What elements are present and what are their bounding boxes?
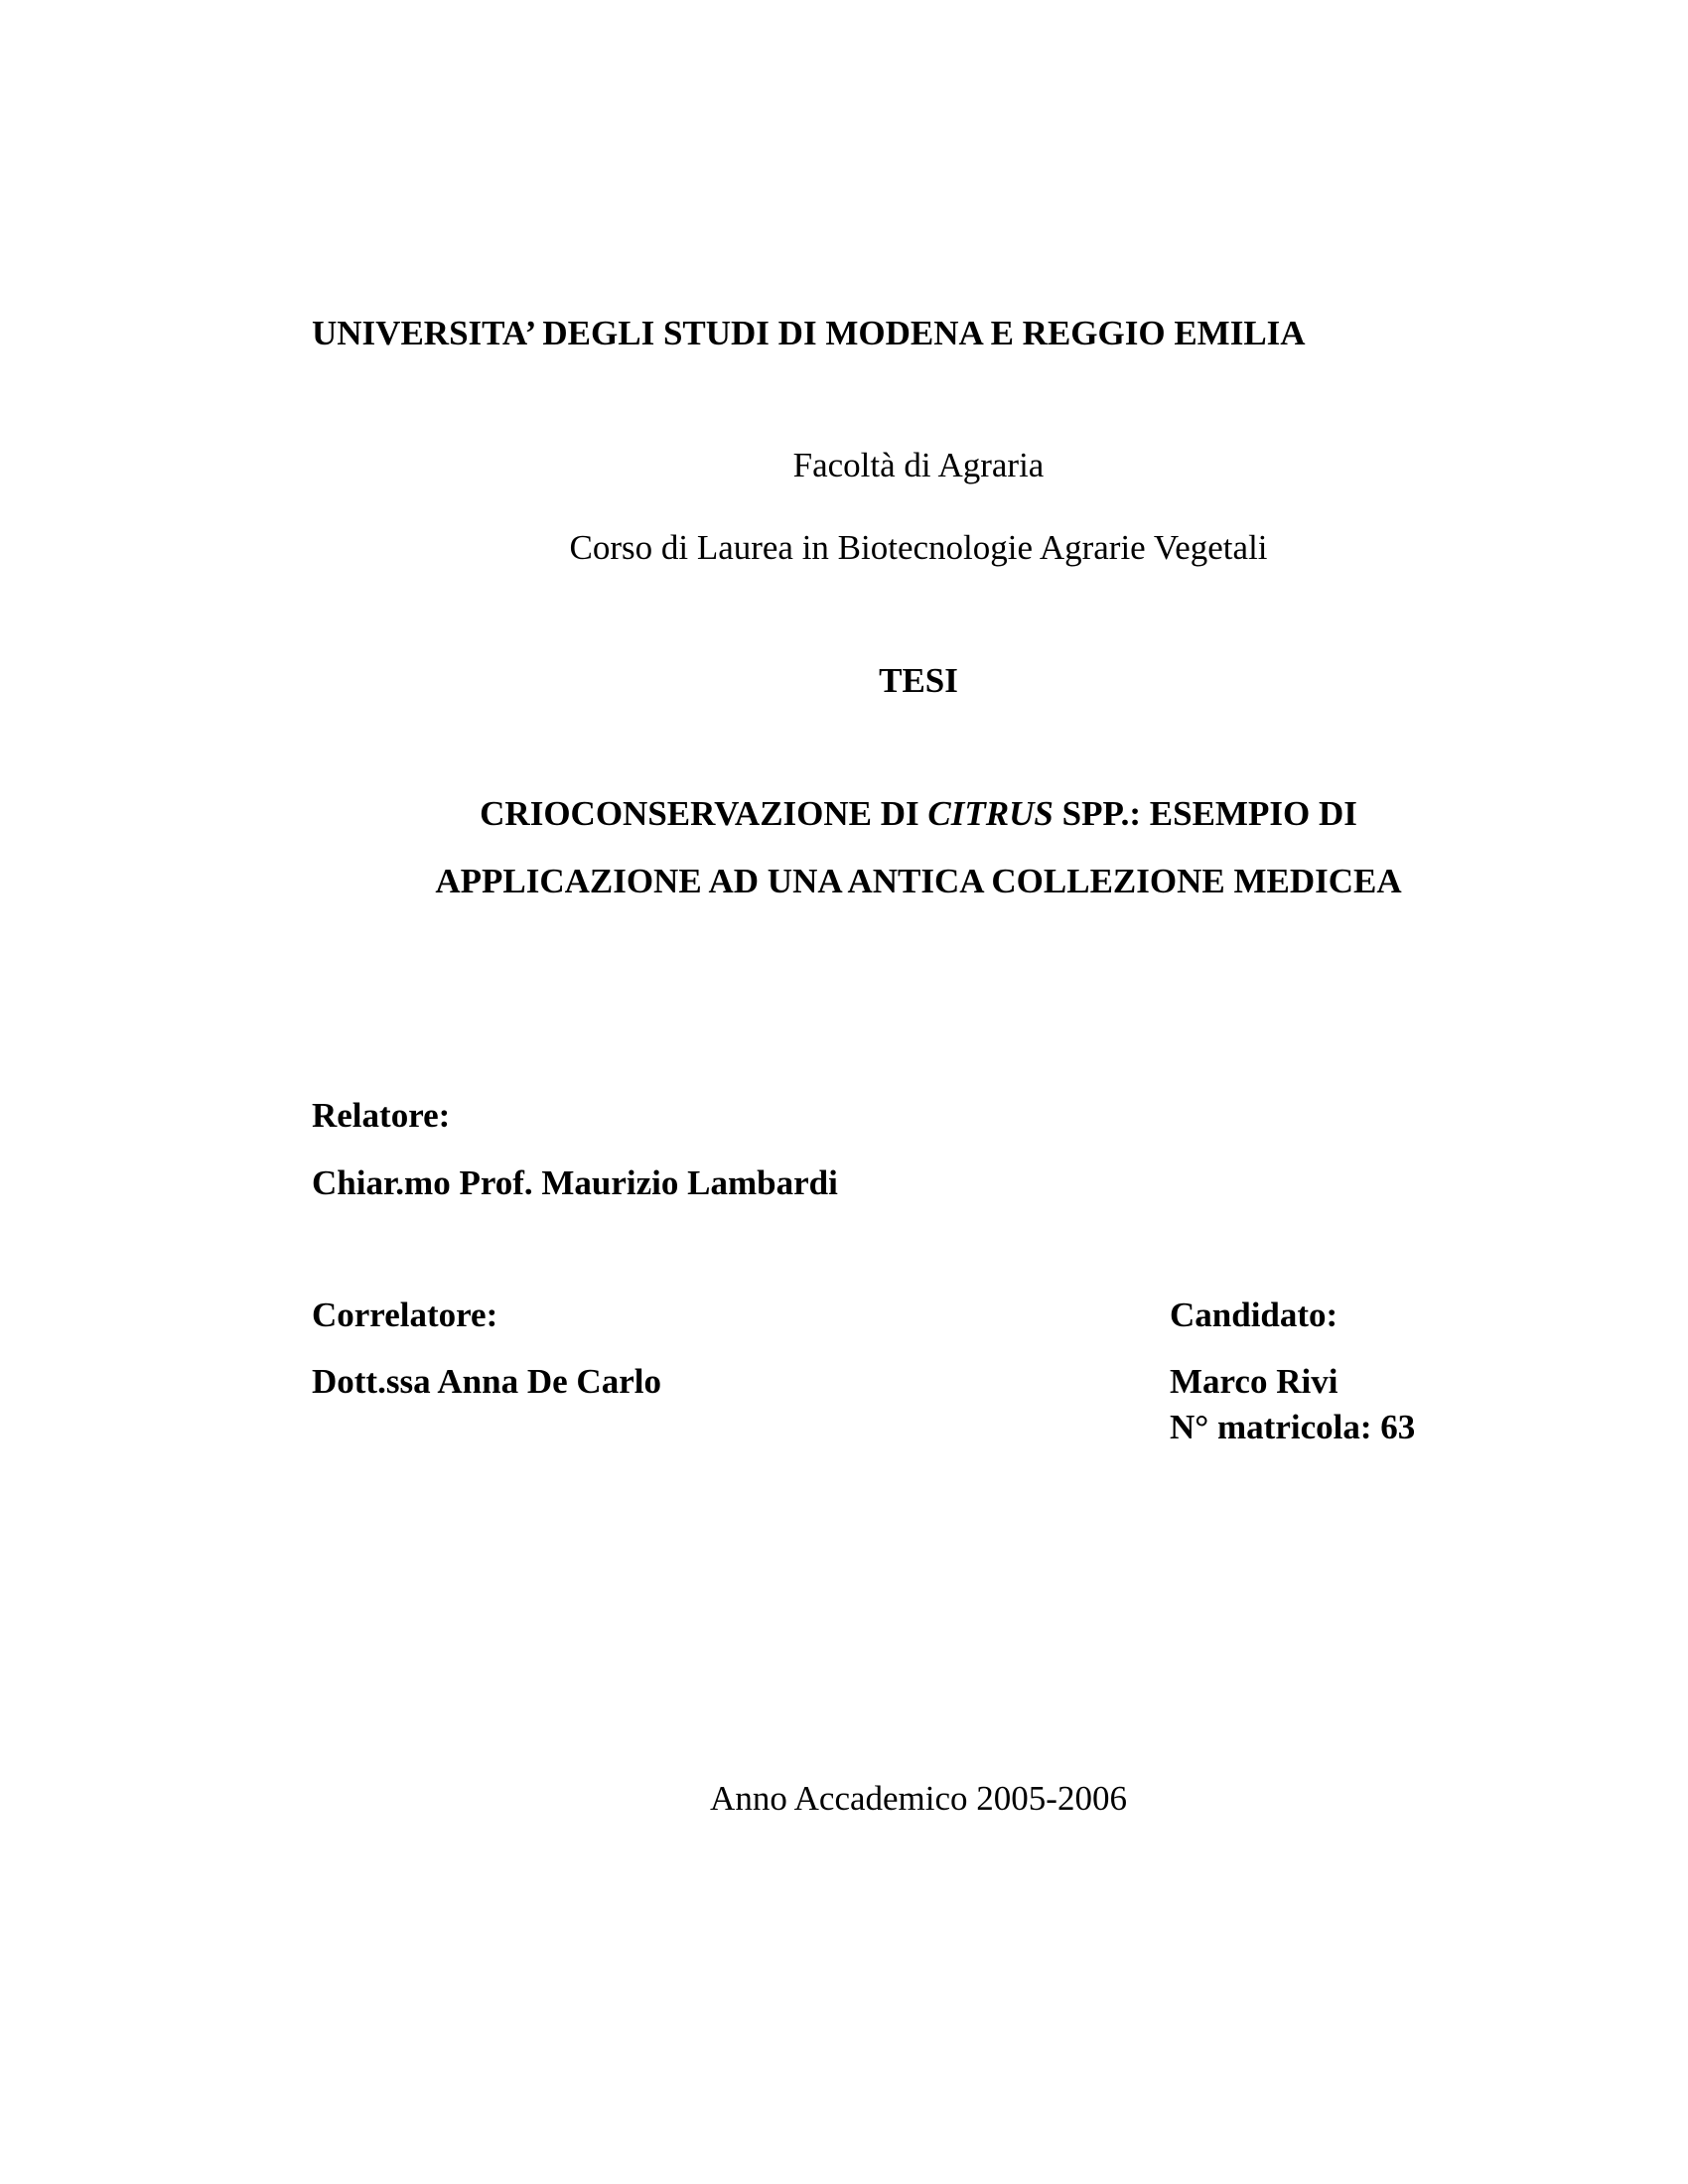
faculty-name: Facoltà di Agraria	[792, 446, 1045, 484]
thesis-title-italic: CITRUS	[927, 794, 1054, 833]
correlatore-label: Correlatore:	[312, 1296, 498, 1334]
matricola-number: N° matricola: 63	[1170, 1408, 1416, 1446]
thesis-label: TESI	[879, 661, 958, 700]
thesis-title-prefix: CRIOCONSERVAZIONE DI	[480, 794, 928, 833]
course-name: Corso di Laurea in Biotecnologie Agrarie Vegetali	[569, 528, 1268, 567]
candidato-name: Marco Rivi	[1170, 1362, 1338, 1401]
correlatore-name: Dott.ssa Anna De Carlo	[312, 1362, 661, 1401]
academic-year: Anno Accademico 2005-2006	[710, 1779, 1127, 1818]
thesis-title-suffix: SPP.: ESEMPIO DI	[1053, 794, 1357, 833]
candidato-label: Candidato:	[1170, 1296, 1338, 1334]
thesis-title-line-2: APPLICAZIONE AD UNA ANTICA COLLEZIONE MEDICEA	[435, 862, 1402, 900]
relatore-name: Chiar.mo Prof. Maurizio Lambardi	[312, 1163, 838, 1202]
university-name: UNIVERSITA’ DEGLI STUDI DI MODENA E REGGIO EMILIA	[312, 314, 1306, 352]
relatore-label: Relatore:	[312, 1096, 451, 1135]
thesis-title-line-1	[0, 796, 1688, 831]
